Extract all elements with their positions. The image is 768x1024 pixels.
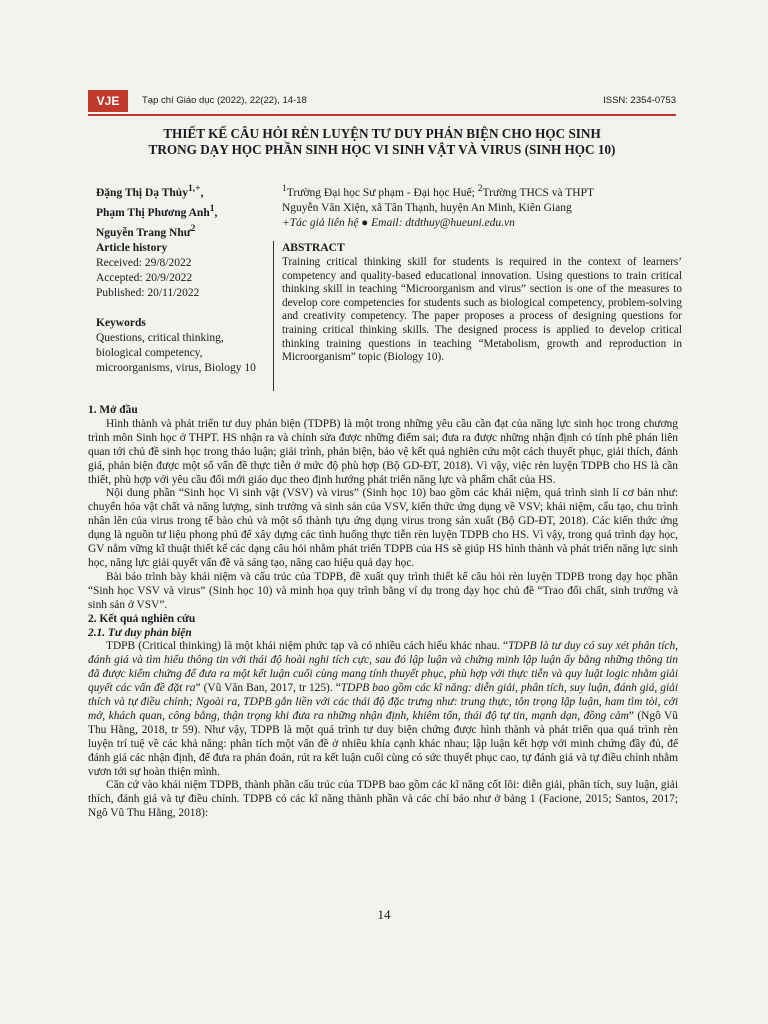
keywords-text: Questions, critical thinking, biological competency, microorganisms, virus, Biology 10	[96, 332, 256, 374]
author-3-sup: 2	[190, 222, 196, 234]
author-3-name: Nguyễn Trang Như	[96, 226, 191, 239]
history-heading: Article history	[96, 242, 168, 254]
p4-part-a: TDPB (Critical thinking) là một khái niệm phức tạp và có nhiều cách hiểu khác nhau. “	[106, 640, 509, 653]
affiliation-1a: Trường Đại học Sư phạm - Đại học Huế;	[286, 186, 478, 199]
article-body	[88, 404, 678, 821]
accepted-date: Accepted: 20/9/2022	[96, 272, 193, 284]
journal-logo: VJE	[88, 90, 128, 112]
affiliation-1b: Trường THCS và THPT	[482, 186, 594, 199]
p4-part-c: ” (Vũ Văn Ban, 2017, tr 125). “	[195, 682, 341, 695]
author-3	[96, 221, 276, 241]
section-1-heading: 1. Mở đầu	[88, 404, 138, 416]
p4-quote-2: TDPB bao gồm các kĩ năng: diễn giải, phân tích, suy luận, đánh giá, giải thích và tự điều chỉnh; Ngoài ra, TDPB gắn liền với các thái độ đặc trưng như: trung thực, tôn trọng lập luận, ham tìm tòi, cởi mở, khách quan, công bằng, thận trọng khi đưa ra những nhận định, khiêm tốn, thái độ tự tin, mạnh dạn, đồng cảm	[88, 682, 678, 722]
section-2-heading: 2. Kết quả nghiên cứu	[88, 612, 196, 625]
affiliation-line-1	[282, 181, 682, 201]
paragraph-3: Bài báo trình bày khái niệm và cấu trúc của TDPB, đề xuất quy trình thiết kế câu hỏi rèn luyện TDPB trong dạy học phần “Sinh học VSV và virus” (Sinh học 10) và minh họa quy trình bằng ví dụ trong dạy học chủ đề “Trao đổi chất, sinh trưởng và sinh sản ở VSV”.	[88, 570, 678, 611]
affiliation-line-2: Nguyễn Văn Xiện, xã Tân Thạnh, huyện An Minh, Kiên Giang	[282, 201, 572, 214]
affiliation-sup-1: 1	[282, 183, 287, 194]
article-history	[96, 241, 266, 301]
title-line-1: THIẾT KẾ CÂU HỎI RÈN LUYỆN TƯ DUY PHẢN BIỆN CHO HỌC SINH	[163, 126, 601, 141]
p4-quote-1: TDPB là tư duy có suy xét phân tích, đánh giá và tìm hiểu thông tin với thái độ hoài nghi tích cực, sau đó lập luận và chứng minh lập luận ấy bằng những thông tin đã được kiểm chứng để đưa ra một kết luận cuối cùng mang tính thuyết phục, phù hợp với thực tiễn và quy luật logic nhằm giải quyết các vấn đề đặt ra	[88, 640, 678, 695]
title-line-2: TRONG DẠY HỌC PHẦN SINH HỌC VI SINH VẬT VÀ VIRUS (SINH HỌC 10)	[148, 142, 616, 157]
author-2: Phạm Thị Phương Anh$^1$,	[96, 202, 218, 219]
published-date: Published: 20/11/2022	[96, 287, 200, 299]
author-1: Đặng Thị Dạ Thủy$^{1,+}$,	[96, 183, 204, 199]
keywords-heading: Keywords	[96, 317, 146, 329]
abstract-heading: ABSTRACT	[282, 242, 345, 254]
subsection-2-1-heading: 2.1. Tư duy phản biện	[88, 626, 192, 639]
article-title	[88, 126, 676, 158]
author-1-sup: 1,+	[187, 183, 201, 194]
paragraph-5: Căn cứ vào khái niệm TDPB, thành phần cấu trúc của TDPB bao gồm các kĩ năng cốt lõi: diễn giải, phân tích, suy luận, giải thích, đánh giá và tự điều chỉnh. TDPB có các kĩ năng thành phần và các chỉ báo như ở bảng 1 (Facione, 2015; Santos, 2017; Ngô Vũ Thu Hằng, 2018):	[88, 779, 678, 820]
paragraph-1: Hình thành và phát triển tư duy phản biện (TDPB) là một trong những yêu cầu cần đạt của năng lực sinh học trong chương trình môn Sinh học ở THPT. HS nhận ra và chỉnh sửa được những điểm sai; đưa ra được những nhận định có tính phê phán liên quan tới chủ đề sinh học trong thảo luận; giải trình, phản biện, bảo vệ kết quả nghiên cứu một cách thuyết phục, giải thích, đánh giá, phản biện được một số vấn đề thực tiễn ở mức độ phù hợp (Bộ GD-ĐT, 2018). Vì vậy, việc rèn luyện TDPB cho HS là cần thiết, phù hợp với yêu cầu đổi mới giáo dục theo định hướng phát triển năng lực và phẩm chất của HS.	[88, 417, 678, 486]
page-number: 14	[377, 907, 391, 922]
affiliation-sup-2: 2	[477, 183, 483, 194]
author-2-name: Phạm Thị Phương Anh	[96, 206, 210, 219]
author-2-sup: 1	[209, 202, 215, 214]
author-list	[96, 181, 276, 240]
keywords-block	[96, 316, 266, 376]
received-date: Received: 29/8/2022	[96, 257, 192, 269]
paragraph-4	[88, 640, 678, 779]
affiliations	[282, 181, 682, 231]
corresponding-email: +Tác giả liên hệ ● Email: dtdthuy@hueuni.edu.vn	[282, 216, 515, 229]
paragraph-2: Nội dung phần “Sinh học Vi sinh vật (VSV) và virus” (Sinh học 10) bao gồm các khái niệm, quá trình sinh lí cơ bản như: chuyển hóa vật chất và năng lượng, sinh trưởng và sinh sản của VSV, kiến thức ứng dụng về VSV; khái niệm, cấu tạo, chu trình nhân lên của virus trong tế bào chủ và một số thành tựu ứng dụng virus trong sản xuất (Bộ GD-ĐT, 2018). Các kiến thức ứng dụng là nguồn tư liệu phong phú để xây dựng các tình huống thực tiễn rèn luyện TDPB cho HS. Vì vậy, trong quá trình dạy học, GV nắm vững kĩ thuật thiết kế các dạng câu hỏi nhằm phát triển TDPB của HS sẽ giúp HS hình thành và phát triển năng lực sinh học, năng lực giải quyết vấn đề và sáng tạo, nâng cao hiệu quả dạy học.	[88, 487, 678, 569]
header-rule	[88, 114, 676, 116]
abstract-block	[273, 241, 682, 391]
issn: ISSN: 2354-0753	[603, 95, 676, 106]
journal-citation: Tạp chí Giáo dục (2022), 22(22), 14-18	[142, 95, 307, 106]
author-1-name: Đặng Thị Dạ Thủy	[96, 186, 188, 199]
journal-header	[88, 90, 676, 112]
p4-part-e: ” (Ngô Vũ Thu Hằng, 2018, tr 59). Như vậy, TDPB là một quá trình tư duy biện chứng được hình thành và phát triển qua quá trình rèn luyện trí tuệ về các khả năng: phân tích một vấn đề ở nhiều khía cạnh khác nhau; lập luận kết hợp với minh chứng đầy đủ, để đánh giá các nhận định, để đưa ra phán đoán, rút ra kết luận cuối cùng có sức thuyết phục cao, tự đánh giá và tự điều chỉnh nhằm vươn tới sự hoàn thiện mình.	[88, 709, 678, 778]
abstract-text: Training critical thinking skill for students is required in the context of learners’ competency and quality-based educational innovation. Using questions to train critical thinking skill in teaching “Microorganism and virus” section is one of the measures to develop core competencies for students such as biological competency, problem-solving and creativity competency. The paper proposes a process of designing questions for training critical thinking skills. The designed process is applied to develop critical thinking training questions in teaching “Metabolism, growth and reproduction in Microorganism” topic (Biology 10).	[282, 256, 682, 364]
